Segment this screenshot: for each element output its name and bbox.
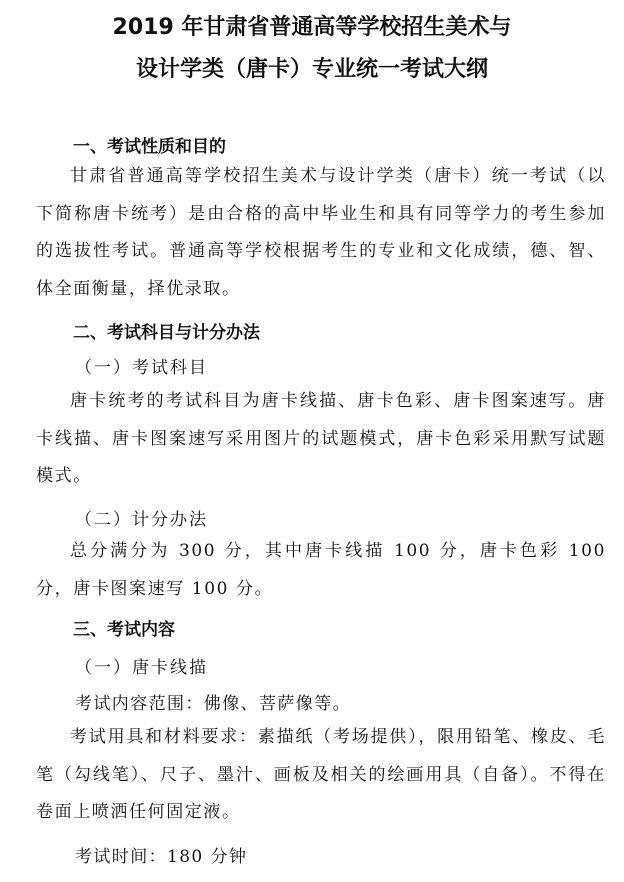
section-2-heading: 二、考试科目与计分办法 bbox=[73, 323, 260, 343]
section-3-heading: 三、考试内容 bbox=[73, 620, 175, 640]
document-title-line-2: 设计学类（唐卡）专业统一考试大纲 bbox=[135, 57, 488, 82]
section-3-content-range: 考试内容范围：佛像、菩萨像等。 bbox=[75, 694, 351, 714]
section-2-subsection-1-body: 唐卡统考的考试科目为唐卡线描、唐卡色彩、唐卡图案速写。唐卡线描、唐卡图案速写采用图片的试题模式，唐卡色彩采用默写试题模式。 bbox=[36, 391, 606, 487]
section-1-body: 甘肃省普通高等学校招生美术与设计学类（唐卡）统一考试（以下简称唐卡统考）是由合格的高中毕业生和具有同等学力的考生参加的选拔性考试。普通高等学校根据考生的专业和文化成绩，德、智、体全面衡量，择优录取。 bbox=[36, 166, 606, 300]
section-2-subsection-2-body: 总分满分为 300 分，其中唐卡线描 100 分，唐卡色彩 100 分，唐卡图案速写 100 分。 bbox=[36, 541, 606, 599]
section-2-subheading-2: （二）计分办法 bbox=[75, 510, 208, 530]
section-3-tools-requirements: 考试用具和材料要求：素描纸（考场提供），限用铅笔、橡皮、毛笔（勾线笔）、尺子、墨汁、画板及相关的绘画用具（自备）。不得在卷面上喷洒任何固定液。 bbox=[36, 727, 606, 823]
document-title-line-1: 2019 年甘肃省普通高等学校招生美术与 bbox=[112, 15, 512, 40]
section-3-subheading-1: （一）唐卡线描 bbox=[75, 658, 208, 678]
section-2-subheading-1: （一）考试科目 bbox=[75, 358, 208, 378]
section-1-heading: 一、考试性质和目的 bbox=[73, 137, 226, 157]
section-3-exam-time: 考试时间：180 分钟 bbox=[75, 847, 248, 867]
